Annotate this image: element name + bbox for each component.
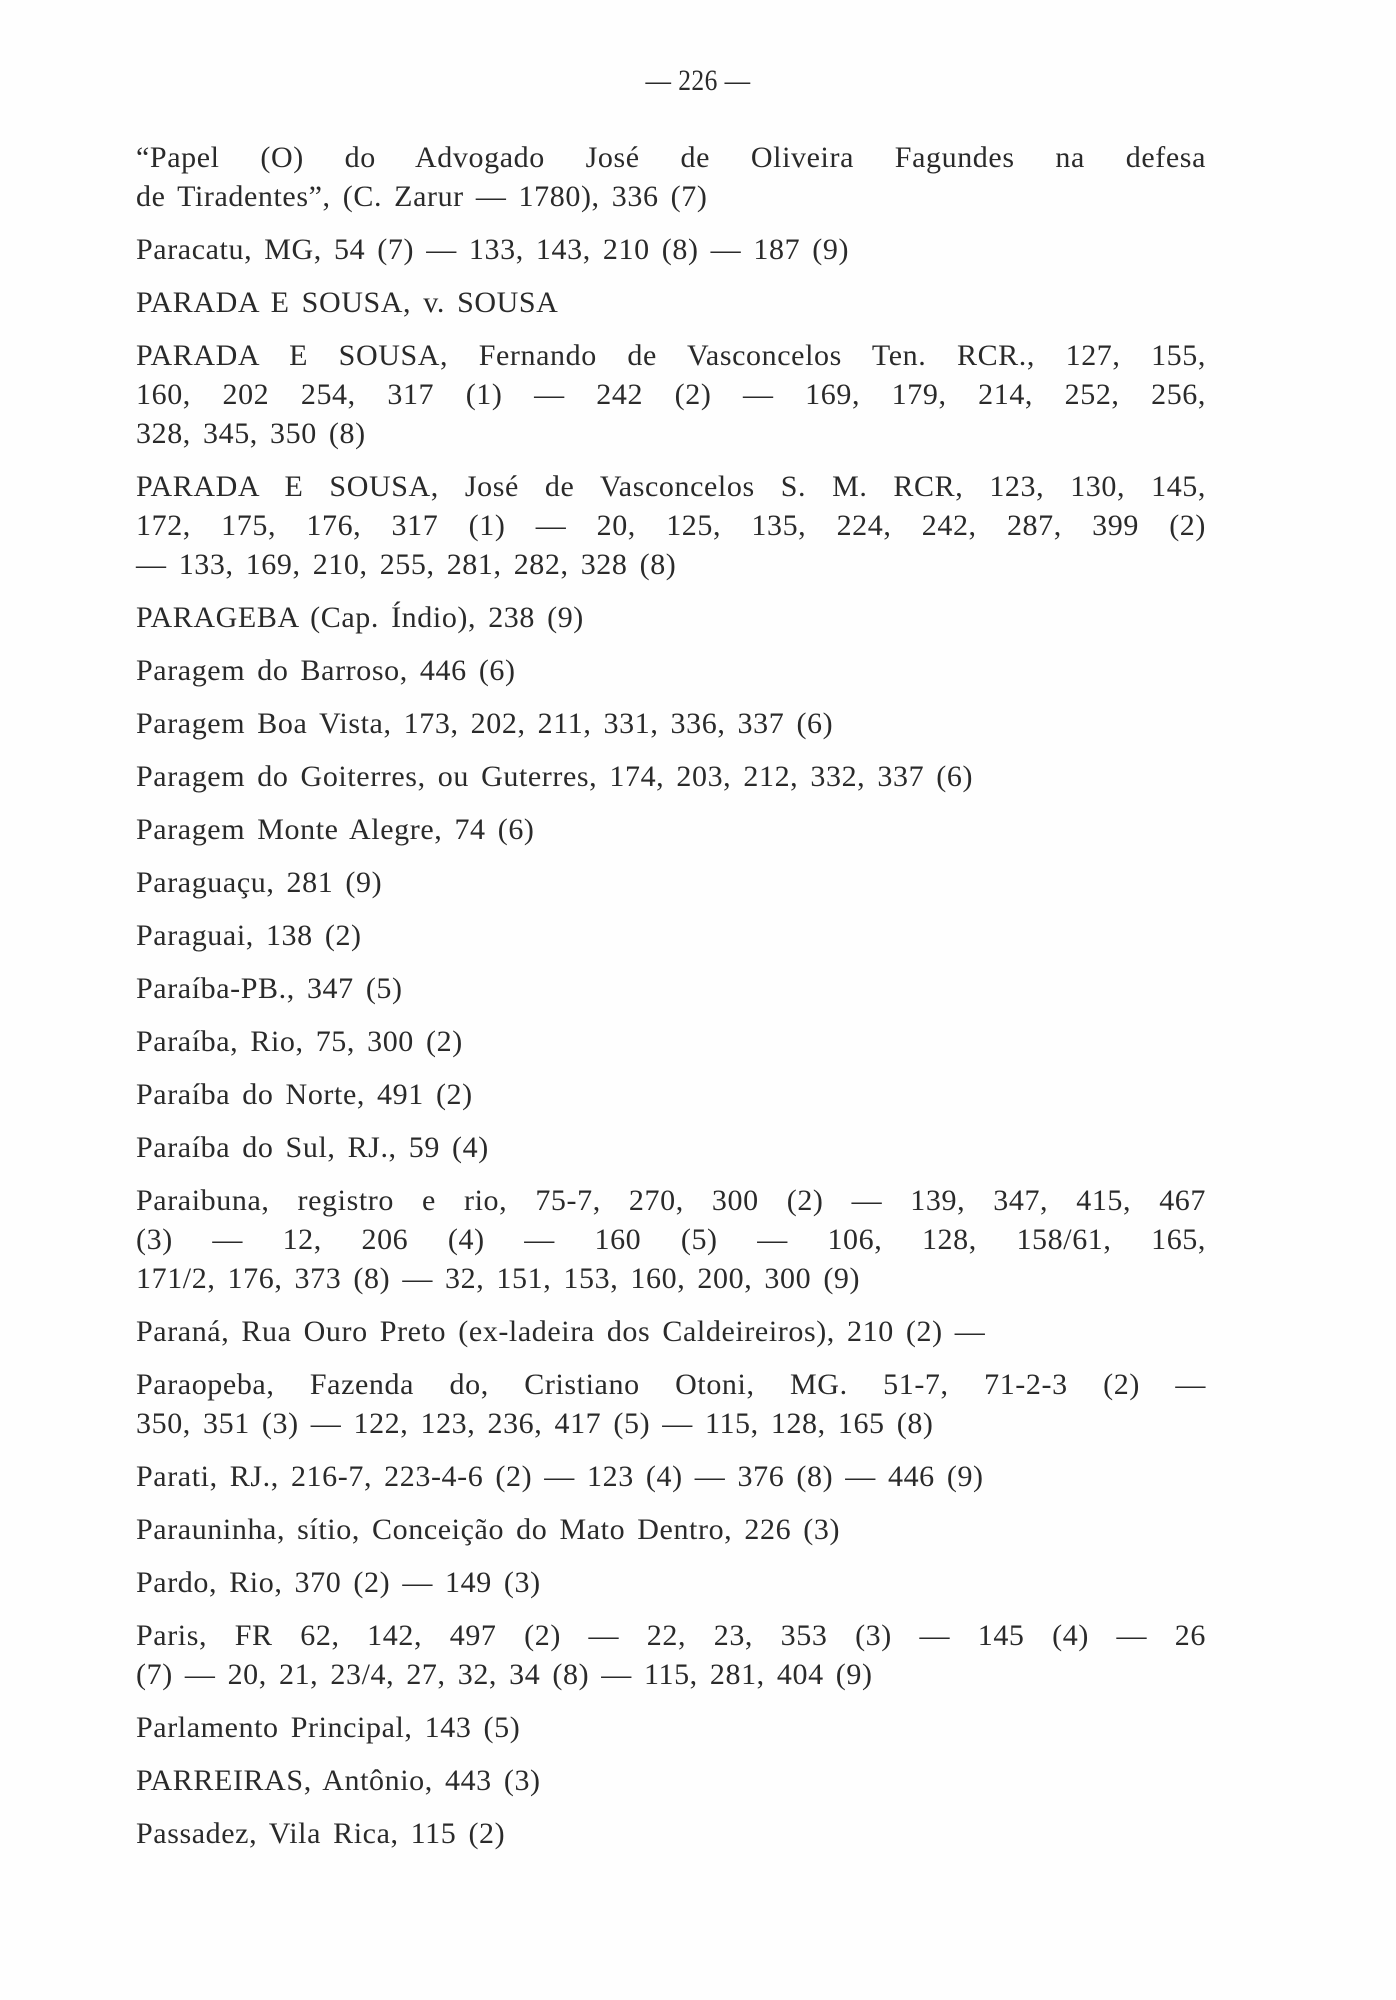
entry-heading-line: Paraopeba, Fazenda do, Cristiano Otoni, MG. 51-7, 71-2-3 (2) —: [136, 1368, 1206, 1401]
entry-heading-line: Paracatu, MG, 54 (7) — 133, 143, 210 (8) — 187 (9): [136, 233, 850, 266]
index-entry: [136, 230, 1206, 269]
entry-heading-line: PARADA E SOUSA, v. SOUSA: [136, 286, 559, 319]
entry-continuation-line: de Tiradentes”, (C. Zarur — 1780), 336 (7): [136, 180, 708, 213]
index-entry: [136, 1761, 1206, 1800]
entry-heading-line: PARADA E SOUSA, José de Vasconcelos S. M. RCR, 123, 130, 145,: [136, 470, 1206, 503]
entry-heading-line: Paraíba-PB., 347 (5): [136, 972, 403, 1005]
index-entry: [136, 1181, 1206, 1298]
entry-heading-line: Paraguai, 138 (2): [136, 919, 362, 952]
index-entry: [136, 1365, 1206, 1443]
index-entry: [136, 1075, 1206, 1114]
entry-continuation-line: — 133, 169, 210, 255, 281, 282, 328 (8): [136, 548, 677, 581]
index-entry: [136, 704, 1206, 743]
entry-heading-line: Paraibuna, registro e rio, 75-7, 270, 300 (2) — 139, 347, 415, 467: [136, 1184, 1206, 1217]
entry-heading-line: Paraíba, Rio, 75, 300 (2): [136, 1025, 463, 1058]
entry-heading-line: Paragem Boa Vista, 173, 202, 211, 331, 336, 337 (6): [136, 707, 834, 740]
entry-heading-line: PARAGEBA (Cap. Índio), 238 (9): [136, 601, 584, 634]
index-entry: [136, 467, 1206, 584]
index-entry: [136, 283, 1206, 322]
entry-heading-line: Pardo, Rio, 370 (2) — 149 (3): [136, 1566, 541, 1599]
index-entry: [136, 1128, 1206, 1167]
entry-heading-line: PARREIRAS, Antônio, 443 (3): [136, 1764, 541, 1797]
index-entry: [136, 598, 1206, 637]
index-entry: [136, 1708, 1206, 1747]
index-entry: [136, 138, 1206, 216]
entry-heading-line: Paraíba do Sul, RJ., 59 (4): [136, 1131, 489, 1164]
entry-continuation-line: (3) — 12, 206 (4) — 160 (5) — 106, 128, 158/61, 165,: [136, 1223, 1206, 1256]
index-entry: [136, 1616, 1206, 1694]
index-entry: [136, 810, 1206, 849]
entry-continuation-line: 350, 351 (3) — 122, 123, 236, 417 (5) — 115, 128, 165 (8): [136, 1407, 934, 1440]
index-entry: [136, 1814, 1206, 1853]
entry-heading-line: Paragem Monte Alegre, 74 (6): [136, 813, 535, 846]
entry-continuation-line: 160, 202 254, 317 (1) — 242 (2) — 169, 179, 214, 252, 256,: [136, 378, 1206, 411]
index-entry: [136, 916, 1206, 955]
index-entry: [136, 1510, 1206, 1549]
index-entry: [136, 1457, 1206, 1496]
entry-heading-line: Parlamento Principal, 143 (5): [136, 1711, 521, 1744]
index-entry: [136, 651, 1206, 690]
entry-heading-line: Parati, RJ., 216-7, 223-4-6 (2) — 123 (4) — 376 (8) — 446 (9): [136, 1460, 984, 1493]
page-number: — 226 —: [645, 64, 751, 97]
entry-heading-line: Paraíba do Norte, 491 (2): [136, 1078, 473, 1111]
entry-heading-line: “Papel (O) do Advogado José de Oliveira Fagundes na defesa: [136, 141, 1206, 174]
entry-heading-line: Paris, FR 62, 142, 497 (2) — 22, 23, 353 (3) — 145 (4) — 26: [136, 1619, 1206, 1652]
entry-heading-line: PARADA E SOUSA, Fernando de Vasconcelos Ten. RCR., 127, 155,: [136, 339, 1206, 372]
index-list: [136, 138, 1206, 1867]
entry-heading-line: Paragem do Barroso, 446 (6): [136, 654, 516, 687]
index-entry: [136, 863, 1206, 902]
index-entry: [136, 1022, 1206, 1061]
entry-continuation-line: 171/2, 176, 373 (8) — 32, 151, 153, 160, 200, 300 (9): [136, 1262, 861, 1295]
index-entry: [136, 969, 1206, 1008]
entry-heading-line: Parauninha, sítio, Conceição do Mato Dentro, 226 (3): [136, 1513, 841, 1546]
entry-heading-line: Paraguaçu, 281 (9): [136, 866, 383, 899]
entry-heading-line: Paragem do Goiterres, ou Guterres, 174, 203, 212, 332, 337 (6): [136, 760, 974, 793]
index-entry: [136, 1563, 1206, 1602]
index-entry: [136, 336, 1206, 453]
index-entry: [136, 1312, 1206, 1351]
entry-heading-line: Passadez, Vila Rica, 115 (2): [136, 1817, 506, 1850]
index-entry: [136, 757, 1206, 796]
entry-continuation-line: 328, 345, 350 (8): [136, 417, 366, 450]
entry-continuation-line: 172, 175, 176, 317 (1) — 20, 125, 135, 224, 242, 287, 399 (2): [136, 509, 1206, 542]
entry-heading-line: Paraná, Rua Ouro Preto (ex-ladeira dos Caldeireiros), 210 (2) —: [136, 1315, 986, 1348]
entry-continuation-line: (7) — 20, 21, 23/4, 27, 32, 34 (8) — 115, 281, 404 (9): [136, 1658, 873, 1691]
